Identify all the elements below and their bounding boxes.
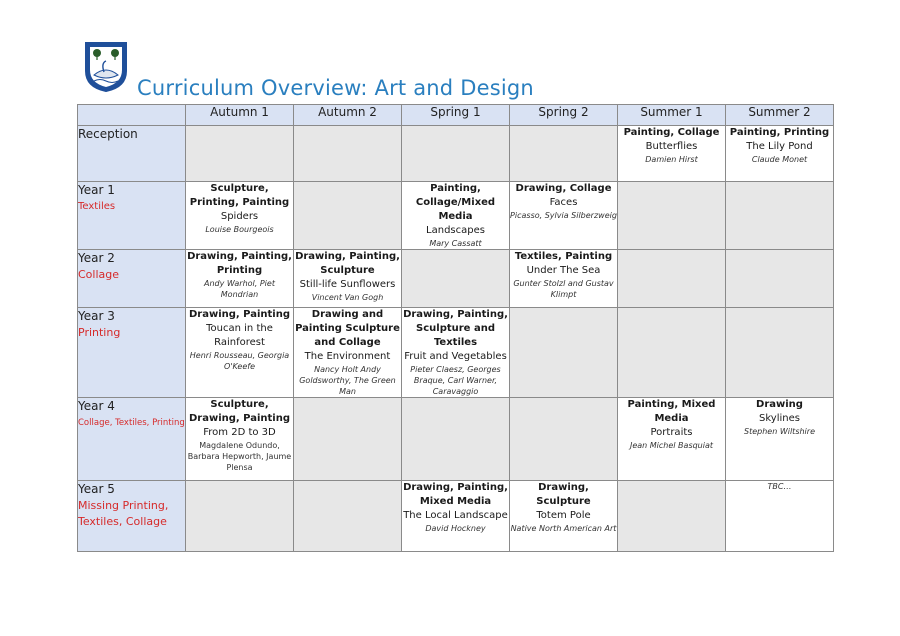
table-row [78, 250, 834, 308]
year-label: Year 4 [78, 399, 115, 413]
year-cell [78, 398, 186, 481]
unit-cell [402, 481, 510, 552]
unit-cell [618, 126, 726, 182]
unit-topic: Still-life Sunflowers [299, 279, 396, 290]
unit-media: Drawing, Sculpture [536, 482, 591, 507]
unit-topic: From 2D to 3D [203, 427, 276, 438]
year-focus: Collage [78, 268, 120, 281]
unit-artist: Vincent Van Gogh [311, 293, 384, 302]
unit-artist: Louise Bourgeois [205, 225, 274, 234]
unit-media: Sculpture, Drawing, Painting [188, 399, 291, 424]
unit-media: Painting, Printing [729, 127, 830, 138]
unit-topic: Under The Sea [526, 265, 601, 276]
unit-artist: Pieter Claesz, Georges Braque, Carl Warner, Caravaggio [410, 365, 501, 396]
unit-artist: Jean Michel Basquiat [629, 441, 714, 450]
unit-artist: Claude Monet [751, 155, 808, 164]
unit-artist: David Hockney [425, 524, 486, 533]
empty-cell [618, 308, 726, 398]
unit-cell [402, 308, 510, 398]
unit-cell [294, 308, 402, 398]
year-cell [78, 250, 186, 308]
unit-artist: Gunter Stolzl and Gustav Klimpt [513, 279, 614, 299]
unit-topic: The Environment [304, 351, 391, 362]
unit-media: Drawing, Collage [515, 183, 612, 194]
empty-cell [726, 250, 834, 308]
unit-artist: Picasso, Sylvia Silberzweig [510, 211, 617, 220]
unit-media: Textiles, Painting [514, 251, 613, 262]
unit-media: Drawing, Painting, Sculpture and Textiles [403, 309, 508, 348]
empty-cell [402, 398, 510, 481]
unit-cell [510, 481, 618, 552]
unit-artist: Andy Warhol, Piet Mondrian [204, 279, 275, 299]
swan-crest-icon [84, 41, 128, 93]
term-header: Summer 1 [618, 105, 726, 126]
unit-topic: Portraits [650, 427, 693, 438]
header-row [78, 105, 834, 126]
empty-cell [402, 250, 510, 308]
unit-media: Drawing, Painting, Printing [187, 251, 292, 276]
table-row [78, 182, 834, 250]
unit-media: Painting, Collage/Mixed Media [415, 183, 496, 222]
empty-cell [294, 481, 402, 552]
empty-cell [618, 481, 726, 552]
unit-artist: TBC… [767, 482, 792, 491]
unit-artist: Stephen Wiltshire [744, 427, 815, 436]
empty-cell [510, 126, 618, 182]
table-row [78, 481, 834, 552]
unit-cell [186, 308, 294, 398]
year-focus: Printing [78, 326, 121, 339]
empty-cell [294, 182, 402, 250]
unit-cell [726, 126, 834, 182]
unit-media: Drawing, Painting, Mixed Media [403, 482, 508, 507]
unit-cell [402, 182, 510, 250]
empty-cell [510, 398, 618, 481]
unit-topic: Landscapes [426, 225, 485, 236]
year-focus: Textiles [78, 201, 116, 212]
unit-cell [510, 250, 618, 308]
empty-cell [294, 126, 402, 182]
unit-cell [618, 398, 726, 481]
year-label: Year 3 [78, 309, 115, 323]
unit-artist: Mary Cassatt [429, 239, 482, 248]
term-header: Summer 2 [726, 105, 834, 126]
unit-cell [510, 182, 618, 250]
unit-artist: Magdalene Odundo, Barbara Hepworth, Jaume Plensa [187, 441, 292, 472]
unit-cell [186, 398, 294, 481]
term-header: Spring 1 [402, 105, 510, 126]
term-header: Spring 2 [510, 105, 618, 126]
unit-cell [186, 250, 294, 308]
empty-cell [402, 126, 510, 182]
unit-topic: Butterflies [645, 141, 698, 152]
unit-cell [726, 481, 834, 552]
table-row [78, 398, 834, 481]
unit-topic: The Local Landscape [403, 510, 508, 521]
empty-cell [726, 308, 834, 398]
empty-cell [618, 182, 726, 250]
empty-cell [618, 250, 726, 308]
empty-cell [294, 398, 402, 481]
empty-cell [510, 308, 618, 398]
unit-topic: The Lily Pond [746, 141, 813, 152]
empty-cell [186, 126, 294, 182]
unit-cell [726, 398, 834, 481]
empty-cell [186, 481, 294, 552]
curriculum-table [77, 104, 834, 552]
unit-media: Sculpture, Printing, Painting [189, 183, 290, 208]
year-label: Year 1 [78, 183, 115, 197]
unit-cell [294, 250, 402, 308]
header-corner [78, 105, 186, 126]
unit-cell [186, 182, 294, 250]
empty-cell [726, 182, 834, 250]
unit-artist: Nancy Holt Andy Goldsworthy, The Green Man [299, 365, 396, 396]
unit-topic: Totem Pole [536, 510, 591, 521]
table-row [78, 308, 834, 398]
unit-topic: Faces [549, 197, 578, 208]
term-header: Autumn 2 [294, 105, 402, 126]
unit-media: Drawing and Painting Sculpture and Collage [295, 309, 400, 348]
year-cell [78, 481, 186, 552]
unit-artist: Native North American Art [510, 524, 617, 533]
unit-media: Drawing, Painting [188, 309, 291, 320]
year-label: Reception [78, 127, 138, 141]
unit-media: Drawing [756, 399, 803, 410]
year-cell [78, 126, 186, 182]
year-cell [78, 308, 186, 398]
unit-topic: Skylines [759, 413, 800, 424]
term-header: Autumn 1 [186, 105, 294, 126]
year-label: Year 2 [78, 251, 115, 265]
unit-artist: Damien Hirst [645, 155, 698, 164]
table-row [78, 126, 834, 182]
unit-media: Painting, Collage [623, 127, 720, 138]
page-title: Curriculum Overview: Art and Design [137, 76, 534, 100]
unit-topic: Toucan in the Rainforest [206, 323, 273, 348]
unit-topic: Spiders [220, 211, 259, 222]
year-focus: Collage, Textiles, Printing [78, 418, 185, 428]
unit-media: Painting, Mixed Media [627, 399, 716, 424]
year-label: Year 5 [78, 482, 115, 496]
unit-media: Drawing, Painting, Sculpture [295, 251, 400, 276]
unit-topic: Fruit and Vegetables [404, 351, 507, 362]
unit-artist: Henri Rousseau, Georgia O'Keefe [189, 351, 290, 371]
year-focus: Missing Printing, Textiles, Collage [78, 499, 169, 528]
year-cell [78, 182, 186, 250]
